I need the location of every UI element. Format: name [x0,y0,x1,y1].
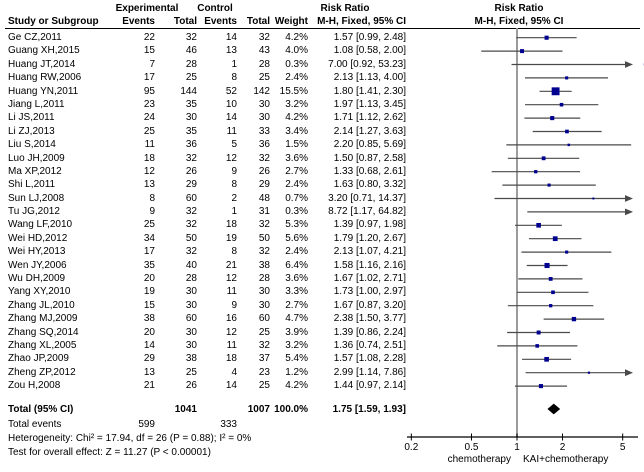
experimental-events-cell: 95 [143,85,155,97]
experimental-total-cell: 25 [185,72,197,84]
study-row [0,31,406,44]
control-total-cell: 29 [258,179,270,191]
effect-size-marker [565,251,568,254]
risk-ratio-cell: 1.08 [0.58, 2.00] [333,45,406,57]
experimental-events-cell: 17 [143,72,155,84]
study-name-cell: Zhang XL,2005 [8,339,77,351]
column-group-experimental: Experimental [115,3,179,14]
experimental-total-cell: 35 [185,125,197,137]
study-name-cell: Wu DH,2009 [8,273,66,285]
effect-size-marker [539,384,543,388]
weight-cell: 6.4% [285,259,308,271]
column-group-control: Control [197,3,233,14]
control-events-cell: 8 [231,179,237,191]
study-row [0,272,406,285]
study-name-cell: Ma XP,2012 [8,165,62,177]
column-header-exp-events: Events [122,16,155,27]
experimental-total-cell: 28 [185,273,197,285]
weight-cell: 2.7% [285,299,308,311]
study-name-cell: Guang XH,2015 [8,45,80,57]
experimental-total-cell: 60 [185,313,197,325]
weight-cell: 5.3% [285,219,308,231]
experimental-total-cell: 32 [185,32,197,43]
risk-ratio-cell: 2.38 [1.50, 3.77] [333,313,406,325]
study-name-cell: Shi L,2011 [8,179,56,191]
experimental-total-cell: 29 [185,179,197,191]
control-total-cell: 28 [258,58,270,70]
risk-ratio-cell: 1.33 [0.68, 2.61] [333,165,406,177]
experimental-events-cell: 8 [149,192,155,204]
experimental-total-cell: 25 [185,366,197,378]
weight-cell: 4.2% [285,32,308,43]
control-total-cell: 32 [258,32,270,43]
experimental-total-cell: 30 [185,326,197,338]
experimental-total-cell: 26 [185,380,197,392]
study-name-cell: Yang XY,2010 [8,286,71,298]
total-row [0,403,406,416]
effect-size-marker [545,36,549,40]
experimental-events-cell: 25 [143,219,155,231]
study-name-cell: Wei HD,2012 [8,232,68,244]
study-name-cell: Luo JH,2009 [8,152,65,164]
weight-cell: 4.2% [285,380,308,392]
experimental-events-cell: 11 [144,139,155,151]
risk-ratio-cell: 1.67 [0.87, 3.20] [333,299,406,311]
control-events-cell: 16 [225,313,237,325]
experimental-events-cell: 15 [143,45,155,57]
experimental-events-cell: 13 [143,179,155,191]
header-divider [5,28,640,29]
effect-size-marker [568,144,570,146]
control-events-cell: 18 [225,219,237,231]
experimental-events-cell: 29 [143,353,155,365]
experimental-total-cell: 36 [185,139,197,151]
experimental-total-cell: 30 [185,339,197,351]
study-name-cell: Tu JG,2012 [8,206,60,218]
control-events-cell: 12 [225,273,237,285]
study-name-cell: Li JS,2011 [8,112,55,124]
effect-size-marker [534,170,537,173]
column-header-ctrl-total: Total [246,16,270,27]
study-name-cell: Liu S,2014 [8,139,56,151]
study-name-cell: Zhang SQ,2014 [8,326,79,338]
study-row [0,165,406,178]
risk-ratio-heading-right: Risk Ratio [494,3,544,14]
column-header-weight: Weight [274,16,308,27]
column-header-exp-total: Total [173,16,197,27]
control-events-cell: 11 [226,125,237,137]
effect-size-marker [520,49,524,53]
experimental-total-cell: 40 [185,259,197,271]
weight-cell: 3.2% [285,339,308,351]
effect-size-marker [536,223,541,228]
control-total-cell: 142 [253,85,270,97]
total-exp-events-blank [120,403,155,416]
total-ctrl-total: 1007 [247,404,270,415]
study-row [0,138,406,151]
study-row [0,192,406,205]
control-total-cell: 30 [258,286,270,298]
effect-size-marker [537,331,541,335]
effect-size-marker [560,103,564,107]
experimental-total-cell: 46 [185,45,197,57]
weight-cell: 3.6% [285,152,308,164]
study-name-cell: Zhang MJ,2009 [8,313,78,325]
study-row [0,111,406,124]
control-total-cell: 60 [258,313,270,325]
experimental-total-cell: 32 [185,219,197,231]
effect-size-marker [592,198,594,200]
control-total-cell: 30 [258,299,270,311]
study-row [0,98,406,111]
experimental-total-cell: 30 [185,112,197,124]
effect-size-marker [549,304,552,307]
total-exp-total: 1041 [174,404,197,415]
control-total-cell: 23 [258,366,270,378]
experimental-events-cell: 20 [143,273,155,285]
study-row [0,285,406,298]
column-header-study: Study or Subgroup [8,16,99,27]
weight-cell: 4.7% [285,313,308,325]
risk-ratio-cell: 1.57 [1.08, 2.28] [333,353,406,365]
study-row [0,245,406,258]
control-total-cell: 32 [258,152,270,164]
study-row [0,326,406,339]
weight-cell: 15.5% [279,85,308,97]
effect-size-marker [552,87,560,95]
control-total-cell: 32 [258,219,270,231]
axis-label-favours-right: KAI+chemotherapy [523,454,609,465]
experimental-events-cell: 24 [143,112,155,124]
effect-size-marker [565,130,569,134]
x-axis-tick-label: 2 [559,442,566,453]
experimental-total-cell: 26 [185,165,197,177]
total-weight: 100.0% [274,404,308,415]
study-row [0,218,406,231]
control-events-cell: 52 [225,85,237,97]
control-total-cell: 26 [258,165,270,177]
study-row [0,58,406,71]
experimental-total-cell: 30 [185,299,197,311]
control-total-cell: 48 [258,192,270,204]
control-total-cell: 38 [258,259,270,271]
control-total-cell: 37 [258,353,270,365]
experimental-events-cell: 25 [143,125,155,137]
risk-ratio-cell: 1.39 [0.97, 1.98] [333,219,406,231]
experimental-events-cell: 13 [143,366,155,378]
control-events-cell: 9 [231,165,237,177]
weight-cell: 2.4% [285,72,308,84]
experimental-total-cell: 30 [185,286,197,298]
study-row [0,125,406,138]
control-events-cell: 8 [231,246,237,258]
total-label: Total (95% CI) [8,404,74,415]
control-total-cell: 33 [258,125,270,137]
control-events-cell: 10 [225,98,237,110]
study-row [0,152,406,165]
effect-size-marker [565,76,568,79]
ci-arrowhead [625,209,633,216]
study-name-cell: Jiang L,2011 [8,98,65,110]
study-row [0,339,406,352]
axis-label-favours-left: chemotherapy [447,454,511,465]
column-header-ci-left: M-H, Fixed, 95% CI [317,16,406,27]
effect-size-marker [549,277,553,281]
control-total-cell: 31 [258,206,270,218]
control-total-cell: 32 [258,339,270,351]
weight-cell: 4.2% [285,112,308,124]
study-row [0,205,406,218]
effect-size-marker [544,357,549,362]
risk-ratio-cell: 2.14 [1.27, 3.63] [333,125,406,137]
risk-ratio-cell: 1.79 [1.20, 2.67] [333,232,406,244]
control-events-cell: 9 [231,299,237,311]
experimental-events-cell: 19 [143,286,155,298]
control-events-cell: 12 [225,326,237,338]
effect-size-marker [572,317,576,321]
experimental-total-cell: 32 [185,152,197,164]
study-row [0,299,406,312]
x-axis-tick-label: 1 [514,442,520,453]
risk-ratio-cell: 1.50 [0.87, 2.58] [333,152,406,164]
total-ctrl-events-blank [197,403,237,416]
control-total-cell: 43 [258,45,270,57]
effect-size-marker [542,156,546,160]
total-risk-ratio: 1.75 [1.59, 1.93] [332,404,406,415]
weight-cell: 2.7% [285,165,308,177]
experimental-total-cell: 32 [185,246,197,258]
study-name-cell: Zhao JP,2009 [8,353,69,365]
experimental-events-cell: 21 [143,380,155,392]
risk-ratio-cell: 8.72 [1.17, 64.82] [328,206,406,218]
risk-ratio-cell: 1.63 [0.80, 3.32] [333,179,406,191]
experimental-total-cell: 144 [180,85,197,97]
control-events-cell: 1 [231,206,237,218]
total-events-row [0,418,406,431]
risk-ratio-cell: 1.80 [1.41, 2.30] [333,85,406,97]
risk-ratio-cell: 1.58 [1.16, 2.16] [333,259,406,271]
weight-cell: 5.4% [285,353,308,365]
experimental-events-cell: 12 [143,165,155,177]
study-row [0,232,406,245]
experimental-total-cell: 60 [185,192,197,204]
experimental-events-cell: 34 [143,232,155,244]
control-events-cell: 1 [231,58,237,70]
study-name-cell: Huang JT,2014 [8,58,76,70]
weight-cell: 1.5% [285,139,308,151]
risk-ratio-cell: 1.39 [0.86, 2.24] [333,326,406,338]
weight-cell: 1.2% [285,366,308,378]
effect-size-marker [545,263,550,268]
control-events-cell: 11 [226,339,237,351]
study-name-cell: Zou H,2008 [8,380,61,392]
study-row [0,352,406,365]
control-total-cell: 32 [258,246,270,258]
risk-ratio-cell: 1.97 [1.13, 3.45] [333,98,406,110]
study-row [0,85,406,98]
control-events-cell: 11 [226,286,237,298]
experimental-events-cell: 14 [143,339,155,351]
overall-effect-note: Test for overall effect: Z = 11.27 (P < 0.00001) [8,447,211,458]
effect-size-marker [588,372,590,374]
control-events-cell: 14 [225,32,237,43]
x-axis-tick-label: 0.5 [464,442,479,453]
control-total-cell: 50 [258,232,270,244]
study-row [0,178,406,191]
weight-cell: 3.6% [285,273,308,285]
effect-size-marker [551,290,555,294]
control-events-cell: 2 [231,192,237,204]
effect-size-marker [553,236,558,241]
ci-arrowhead [625,61,633,68]
experimental-events-cell: 38 [143,313,155,325]
weight-cell: 3.9% [285,326,308,338]
column-header-ctrl-events: Events [204,16,237,27]
control-total-cell: 25 [258,326,270,338]
study-row [0,259,406,272]
x-axis-tick-label: 0.2 [404,442,419,453]
study-name-cell: Li ZJ,2013 [8,125,55,137]
effect-size-marker [548,184,551,187]
control-total-cell: 30 [258,98,270,110]
study-row [0,366,406,379]
study-table [0,31,406,393]
risk-ratio-cell: 1.44 [0.97, 2.14] [333,380,406,392]
study-name-cell: Ge CZ,2011 [8,32,62,43]
control-total-cell: 25 [258,380,270,392]
experimental-total-cell: 50 [185,232,197,244]
weight-cell: 0.3% [285,58,308,70]
risk-ratio-cell: 3.20 [0.71, 14.37] [328,192,406,204]
total-events-label: Total events [8,419,62,430]
weight-cell: 2.4% [285,246,308,258]
weight-cell: 3.3% [285,286,308,298]
risk-ratio-heading-left: Risk Ratio [320,3,370,14]
risk-ratio-cell: 2.99 [1.14, 7.86] [333,366,406,378]
risk-ratio-cell: 2.13 [1.07, 4.21] [333,246,406,258]
risk-ratio-cell: 2.13 [1.13, 4.00] [333,72,406,84]
total-events-experimental: 599 [138,419,155,430]
experimental-events-cell: 23 [143,98,155,110]
experimental-events-cell: 35 [143,259,155,271]
control-events-cell: 13 [225,45,237,57]
column-header-ci-right: M-H, Fixed, 95% CI [474,16,564,27]
control-total-cell: 36 [258,139,270,151]
risk-ratio-cell: 7.00 [0.92, 53.23] [328,58,406,70]
weight-cell: 3.2% [285,98,308,110]
study-name-cell: Huang YN,2011 [8,85,79,97]
ci-arrowhead [625,369,633,376]
weight-cell: 3.4% [285,125,308,137]
experimental-total-cell: 28 [185,58,197,70]
control-events-cell: 8 [231,72,237,84]
risk-ratio-cell: 1.67 [1.02, 2.71] [333,273,406,285]
control-total-cell: 30 [258,112,270,124]
weight-cell: 4.0% [285,45,308,57]
x-axis-tick-label: 5 [619,442,626,453]
experimental-events-cell: 17 [143,246,155,258]
experimental-events-cell: 18 [143,152,155,164]
control-events-cell: 14 [225,112,237,124]
pooled-effect-diamond [547,404,560,415]
weight-cell: 0.3% [285,206,308,218]
experimental-total-cell: 32 [185,206,197,218]
risk-ratio-cell: 2.20 [0.85, 5.69] [333,139,406,151]
total-events-control: 333 [220,419,237,430]
weight-cell: 0.7% [285,192,308,204]
effect-size-marker [535,344,539,348]
study-name-cell: Wen JY,2006 [8,259,67,271]
control-total-cell: 25 [258,72,270,84]
control-events-cell: 12 [225,152,237,164]
effect-size-marker [550,116,554,120]
experimental-events-cell: 7 [149,58,155,70]
experimental-events-cell: 15 [143,299,155,311]
risk-ratio-cell: 1.36 [0.74, 2.51] [333,339,406,351]
experimental-events-cell: 22 [143,32,155,43]
control-events-cell: 4 [231,366,237,378]
study-name-cell: Huang RW,2006 [8,72,82,84]
experimental-events-cell: 9 [149,206,155,218]
weight-cell: 5.6% [285,232,308,244]
control-events-cell: 5 [231,139,237,151]
risk-ratio-cell: 1.57 [0.99, 2.48] [333,32,406,43]
study-row [0,379,406,392]
weight-cell: 2.4% [285,179,308,191]
control-events-cell: 19 [225,232,237,244]
study-name-cell: Zhang JL,2010 [8,299,75,311]
control-events-cell: 18 [225,353,237,365]
control-events-cell: 21 [225,259,237,271]
ci-arrowhead [625,195,633,202]
risk-ratio-cell: 1.73 [1.00, 2.97] [333,286,406,298]
study-row [0,71,406,84]
experimental-total-cell: 38 [185,353,197,365]
risk-ratio-cell: 1.71 [1.12, 2.62] [333,112,406,124]
experimental-total-cell: 35 [185,98,197,110]
blank-cell [155,418,197,431]
heterogeneity-note: Heterogeneity: Chi² = 17.94, df = 26 (P = 0.88); I² = 0% [8,433,252,444]
study-name-cell: Zheng ZP,2012 [8,366,76,378]
study-name-cell: Wei HY,2013 [8,246,66,258]
experimental-events-cell: 20 [143,326,155,338]
study-name-cell: Sun LJ,2008 [8,192,65,204]
control-total-cell: 28 [258,273,270,285]
study-name-cell: Wang LF,2010 [8,219,73,231]
study-row [0,312,406,325]
study-row [0,44,406,57]
control-events-cell: 14 [225,380,237,392]
